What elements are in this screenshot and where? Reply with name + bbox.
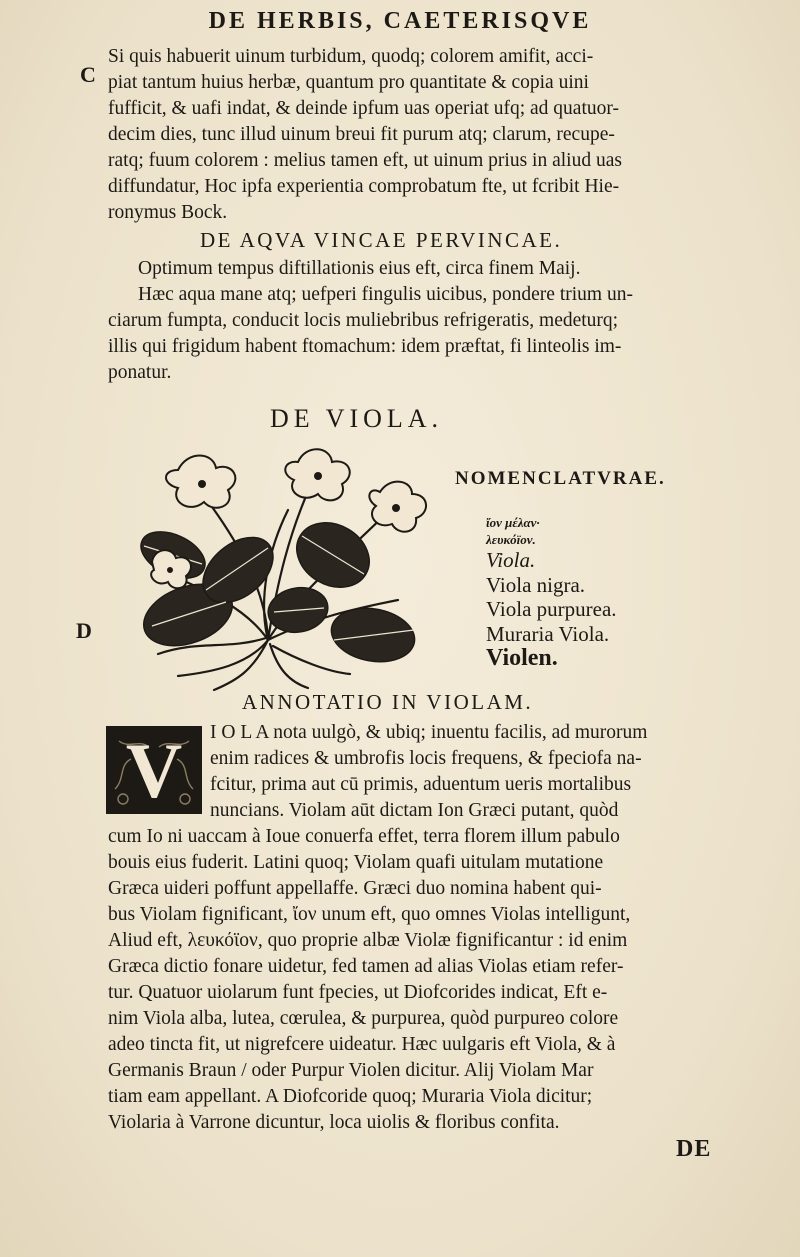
decorated-initial xyxy=(106,726,202,814)
text-line: adeo tincta fit, ut nigrefcere uideatur. Hæc uulgaris eft Viola, & à xyxy=(108,1034,616,1055)
text-line: nim Viola alba, lutea, cœrulea, & purpurea, quòd purpureo colore xyxy=(108,1008,619,1029)
catchword: DE xyxy=(676,1136,712,1162)
violet-woodcut-illustration xyxy=(118,440,456,692)
text-line: bus Violam fignificant, ἴον unum eft, quo omnes Violas intelligunt, xyxy=(108,904,631,925)
initial-letter: V xyxy=(125,727,183,814)
text-line: illis qui frigidum habent ftomachum: idem præftat, fi linteolis im- xyxy=(108,336,622,357)
text-line: Græca uideri poffunt appellaffe. Græci duo nomina habent qui- xyxy=(108,878,602,899)
text-line: I O L A nota uulgò, & ubiq; inuentu facilis, ad murorum xyxy=(210,722,648,743)
text-line: Aliud eft, λευκόϊον, quo proprie albæ Violæ fignificantur : id enim xyxy=(108,930,628,951)
intro-paragraph xyxy=(108,44,740,226)
text-line: tur. Quatuor uiolarum funt fpecies, ut Diofcorides indicat, Eft e- xyxy=(108,982,608,1003)
text-line: nuncians. Violam aūt dictam Ion Græci putant, quòd xyxy=(210,800,619,821)
latin-name: Muraria Viola. xyxy=(486,621,610,646)
annotatio-first-lines xyxy=(210,720,740,824)
text-line: piat tantum huius herbæ, quantum pro quantitate & copia uini xyxy=(108,72,589,93)
text-line: Hæc aqua mane atq; uefperi fingulis uicibus, pondere trium un- xyxy=(138,284,633,305)
greek-name: ἴον μέλαν· xyxy=(486,515,540,530)
text-line: ronymus Bock. xyxy=(108,202,228,223)
text-line: Germanis Braun / oder Purpur Violen dicitur. Alij Violam Mar xyxy=(108,1060,594,1081)
latin-name: Viola. xyxy=(486,548,536,572)
text-line: ratq; fuum colorem : melius tamen eft, ut uinum prius in aliud uas xyxy=(108,150,622,171)
greek-name: λευκόϊον. xyxy=(486,532,536,547)
text-line: bouis eius fuderit. Latini quoq; Violam quafi uitulam mutatione xyxy=(108,852,604,873)
text-line: cum Io ni uaccam à Ioue conuerfa effet, terra florem illum pabulo xyxy=(108,826,620,847)
annotatio-title: ANNOTATIO IN VIOLAM. xyxy=(242,690,534,714)
text-line: Græca dictio fonare uidetur, fed tamen ad alias Violas etiam refer- xyxy=(108,956,624,977)
latin-name: Viola nigra. xyxy=(486,572,586,597)
nomenclature-list xyxy=(486,514,746,671)
nomenclature-heading: NOMENCLATVRAE. xyxy=(455,468,666,489)
text-line: ponatur. xyxy=(108,362,172,383)
chapter-title: DE VIOLA. xyxy=(270,404,444,433)
text-line: Optimum tempus diftillationis eius eft, circa finem Maij. xyxy=(138,258,581,279)
text-line: diffundatur, Hoc ipfa experientia comprobatum fte, ut fcribit Hie- xyxy=(108,176,620,197)
annotatio-paragraph xyxy=(108,824,740,1136)
margin-letter-d: D xyxy=(76,618,92,643)
latin-name: Viola purpurea. xyxy=(486,597,617,621)
text-line: tiam eam appellant. A Diofcoride quoq; Muraria Viola dicitur; xyxy=(108,1086,593,1107)
running-header: DE HERBIS, CAETERISQVE xyxy=(208,8,592,34)
text-line: Si quis habuerit uinum turbidum, quodq; colorem amifit, acci- xyxy=(108,46,594,67)
text-line: enim radices & umbrofis locis frequens, & fpeciofa na- xyxy=(210,748,642,769)
text-line: ciarum fumpta, conducit locis muliebribus refrigeratis, medeturq; xyxy=(108,310,619,331)
text-line: decim dies, tunc illud uinum breui fit purum atq; clarum, recupe- xyxy=(108,124,615,145)
aqua-section-title: DE AQVA VINCAE PERVINCAE. xyxy=(200,228,563,252)
aqua-paragraph xyxy=(108,256,740,386)
margin-letter-c: C xyxy=(80,62,96,87)
text-line: fcitur, prima aut cū primis, aduentum ueris mortalibus xyxy=(210,774,632,795)
german-name: Violen. xyxy=(486,645,558,671)
text-line: fufficit, & uafi indat, & deinde ipfum uas operiat ufq; ad quatuor- xyxy=(108,98,619,119)
text-line: Violaria à Varrone dicuntur, loca uiolis & floribus confita. xyxy=(108,1112,560,1133)
